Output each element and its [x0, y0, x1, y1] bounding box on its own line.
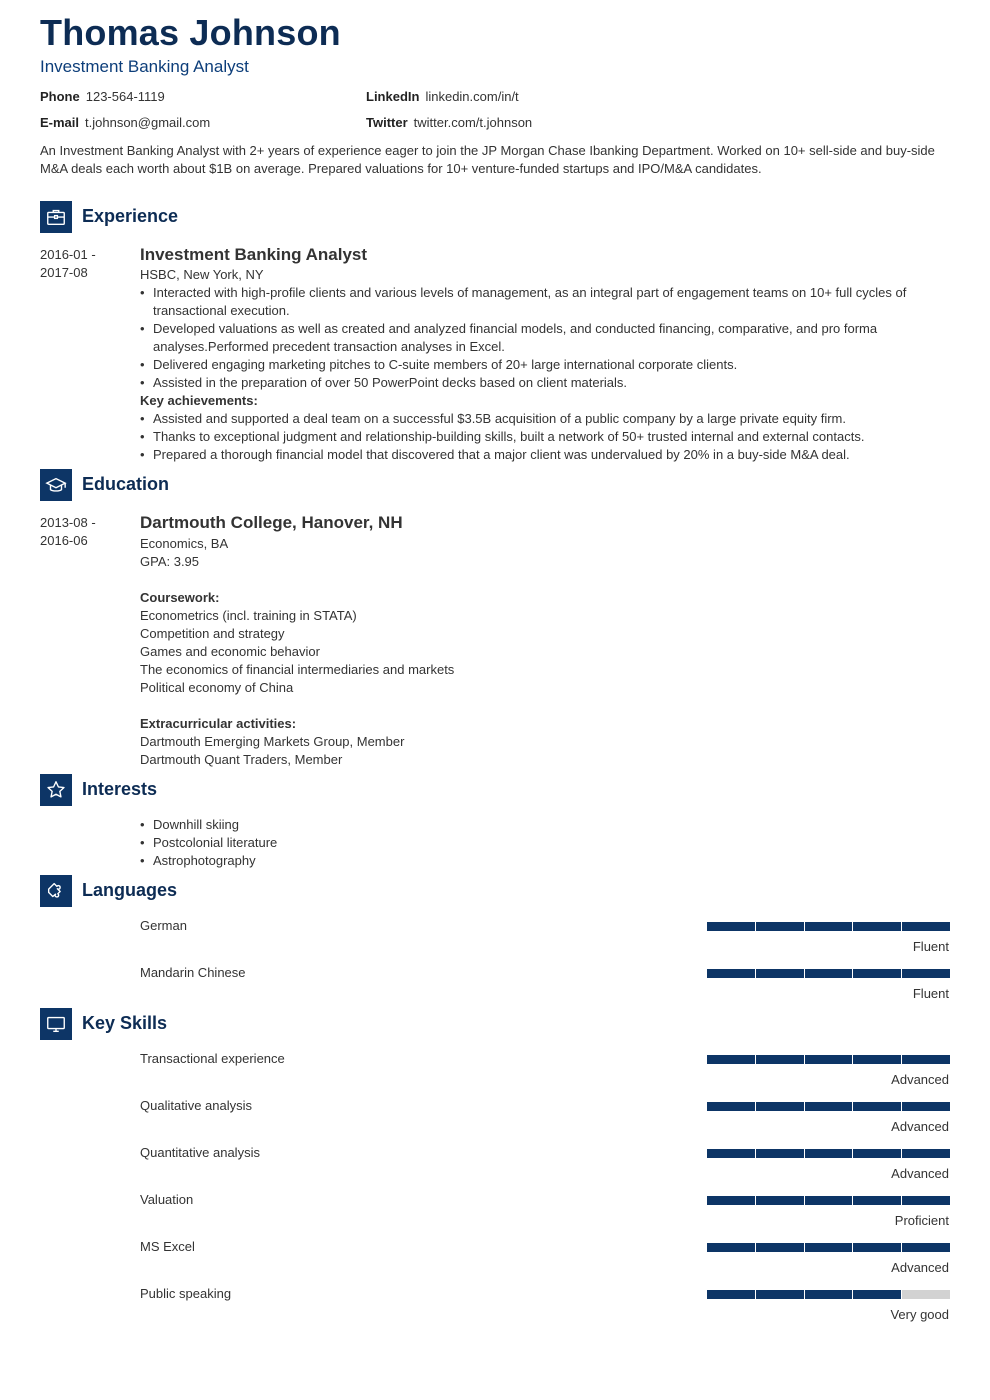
rating-segment — [756, 1149, 805, 1158]
rating-segment — [902, 1243, 950, 1252]
rating-segment — [756, 922, 805, 931]
rating-segment — [853, 1055, 902, 1064]
rating-segment — [756, 1055, 805, 1064]
company: HSBC, New York, NY — [140, 267, 264, 282]
phone-label: Phone — [40, 89, 80, 104]
rating-segment — [853, 1290, 902, 1299]
rating-segment — [902, 1149, 950, 1158]
skill-name: Valuation — [140, 1192, 194, 1207]
rating-segment — [902, 1055, 950, 1064]
skill-level: Advanced — [891, 1119, 949, 1134]
coursework-item: The economics of financial intermediaries and markets — [140, 662, 455, 677]
skill-rating-bar — [707, 1243, 950, 1252]
experience-bullet: • Interacted with high-profile clients and various levels of management, as an integral part of engagement teams on 10+ full cycles of transactional execution. — [140, 284, 940, 320]
school-name: Dartmouth College, Hanover, NH — [140, 513, 403, 532]
interest-item: • Astrophotography — [140, 852, 940, 870]
twitter-label: Twitter — [366, 115, 408, 130]
skill-name: Quantitative analysis — [140, 1145, 260, 1160]
experience-bullet: • Assisted in the preparation of over 50 PowerPoint decks based on client materials. — [140, 374, 940, 392]
rating-segment — [707, 1196, 756, 1205]
candidate-title: Investment Banking Analyst — [40, 57, 249, 76]
rating-segment — [707, 1243, 756, 1252]
job-title: Investment Banking Analyst — [140, 245, 368, 264]
coursework-label: Coursework: — [140, 590, 220, 605]
rating-segment — [756, 1196, 805, 1205]
profile-summary: An Investment Banking Analyst with 2+ years of experience eager to join the JP Morgan Chase Ibanking Department. Worked on 10+ sell-side and buy-side M&A deals each worth about $1B on average. Prepared valuations for 10+ venture-funded startups and IPO/M&A candidates. — [40, 143, 935, 176]
languages-heading: Languages — [82, 880, 178, 900]
puzzle-icon — [40, 875, 72, 907]
skills-heading: Key Skills — [82, 1013, 168, 1033]
skill-rating-bar — [707, 1055, 950, 1064]
rating-segment — [902, 969, 950, 978]
contact-phone — [40, 89, 165, 104]
rating-segment — [902, 1290, 950, 1299]
skill-rating-bar — [707, 1196, 950, 1205]
interest-item: • Downhill skiing — [140, 816, 940, 834]
coursework-item: Political economy of China — [140, 680, 294, 695]
interest-item: • Postcolonial literature — [140, 834, 940, 852]
experience-bullet: • Developed valuations as well as created and analyzed financial models, and conducted financing, comparative, and pro forma analyses.Performed precedent transaction analyses in Excel. — [140, 320, 940, 356]
contact-email — [40, 115, 210, 130]
rating-segment — [756, 1102, 805, 1111]
skill-level: Proficient — [894, 1213, 949, 1228]
skill-name: MS Excel — [140, 1239, 195, 1254]
linkedin-value[interactable]: linkedin.com/in/t — [425, 89, 519, 104]
rating-segment — [707, 1149, 756, 1158]
gpa: GPA: 3.95 — [140, 554, 200, 569]
rating-segment — [756, 1243, 805, 1252]
rating-segment — [853, 922, 902, 931]
rating-segment — [805, 969, 854, 978]
coursework-item: Econometrics (incl. training in STATA) — [140, 608, 357, 623]
contact-twitter — [366, 115, 532, 130]
skill-name: Public speaking — [140, 1286, 232, 1301]
language-name: German — [140, 918, 187, 933]
skill-rating-bar — [707, 1102, 950, 1111]
achievement-bullet: • Assisted and supported a deal team on a successful $3.5B acquisition of a public company by a large private equity firm. — [140, 410, 940, 428]
skill-level: Advanced — [891, 1260, 949, 1275]
rating-segment — [805, 922, 854, 931]
rating-segment — [805, 1149, 854, 1158]
education-heading: Education — [82, 474, 170, 494]
candidate-name: Thomas Johnson — [40, 12, 341, 53]
coursework-item: Games and economic behavior — [140, 644, 320, 659]
linkedin-label: LinkedIn — [366, 89, 420, 104]
rating-segment — [707, 922, 756, 931]
rating-segment — [853, 1196, 902, 1205]
rating-segment — [756, 969, 805, 978]
rating-segment — [853, 1102, 902, 1111]
skill-name: Transactional experience — [140, 1051, 285, 1066]
rating-segment — [902, 1196, 950, 1205]
education-date-start: 2013-08 - — [40, 515, 96, 530]
experience-heading: Experience — [82, 206, 179, 226]
experience-date-start: 2016-01 - — [40, 247, 96, 262]
achievements-label: Key achievements: — [140, 393, 258, 408]
skill-name: Qualitative analysis — [140, 1098, 252, 1113]
skill-level: Very good — [890, 1307, 949, 1322]
rating-segment — [853, 969, 902, 978]
achievement-bullet: • Thanks to exceptional judgment and relationship-building skills, built a network of 50+ trusted internal and external contacts. — [140, 428, 940, 446]
experience-bullet: • Delivered engaging marketing pitches to C-suite members of 20+ large international corporate clients. — [140, 356, 940, 374]
email-value[interactable]: t.johnson@gmail.com — [85, 115, 211, 130]
rating-segment — [902, 1102, 950, 1111]
extracurricular-item: Dartmouth Emerging Markets Group, Member — [140, 734, 405, 749]
rating-segment — [805, 1055, 854, 1064]
star-icon — [40, 774, 72, 806]
rating-segment — [805, 1102, 854, 1111]
rating-segment — [707, 1102, 756, 1111]
phone-value: 123-564-1119 — [85, 89, 165, 104]
language-level: Fluent — [912, 939, 949, 954]
extracurricular-item: Dartmouth Quant Traders, Member — [140, 752, 343, 767]
skill-rating-bar — [707, 1149, 950, 1158]
skill-level: Advanced — [891, 1166, 949, 1181]
achievement-bullet: • Prepared a thorough financial model that discovered that a major client was undervalued by 20% in a buy-side M&A deal. — [140, 446, 940, 464]
briefcase-icon — [40, 201, 72, 233]
rating-segment — [707, 1290, 756, 1299]
interests-heading: Interests — [82, 779, 158, 799]
language-rating-bar — [707, 969, 950, 978]
rating-segment — [805, 1290, 854, 1299]
coursework-item: Competition and strategy — [140, 626, 285, 641]
graduation-cap-icon — [40, 469, 72, 501]
rating-segment — [805, 1196, 854, 1205]
language-level: Fluent — [912, 986, 949, 1001]
experience-date-end: 2017-08 — [40, 265, 88, 280]
monitor-icon — [40, 1008, 72, 1040]
language-name: Mandarin Chinese — [140, 965, 246, 980]
language-rating-bar — [707, 922, 950, 931]
rating-segment — [805, 1243, 854, 1252]
rating-segment — [707, 1055, 756, 1064]
rating-segment — [707, 969, 756, 978]
twitter-value[interactable]: twitter.com/t.johnson — [413, 115, 533, 130]
contact-linkedin — [366, 89, 519, 104]
extracurricular-label: Extracurricular activities: — [140, 716, 297, 731]
email-label: E-mail — [40, 115, 80, 130]
education-date-end: 2016-06 — [40, 533, 88, 548]
rating-segment — [902, 922, 950, 931]
degree: Economics, BA — [140, 536, 229, 551]
skill-level: Advanced — [891, 1072, 949, 1087]
rating-segment — [853, 1243, 902, 1252]
rating-segment — [853, 1149, 902, 1158]
skill-rating-bar — [707, 1290, 950, 1299]
rating-segment — [756, 1290, 805, 1299]
